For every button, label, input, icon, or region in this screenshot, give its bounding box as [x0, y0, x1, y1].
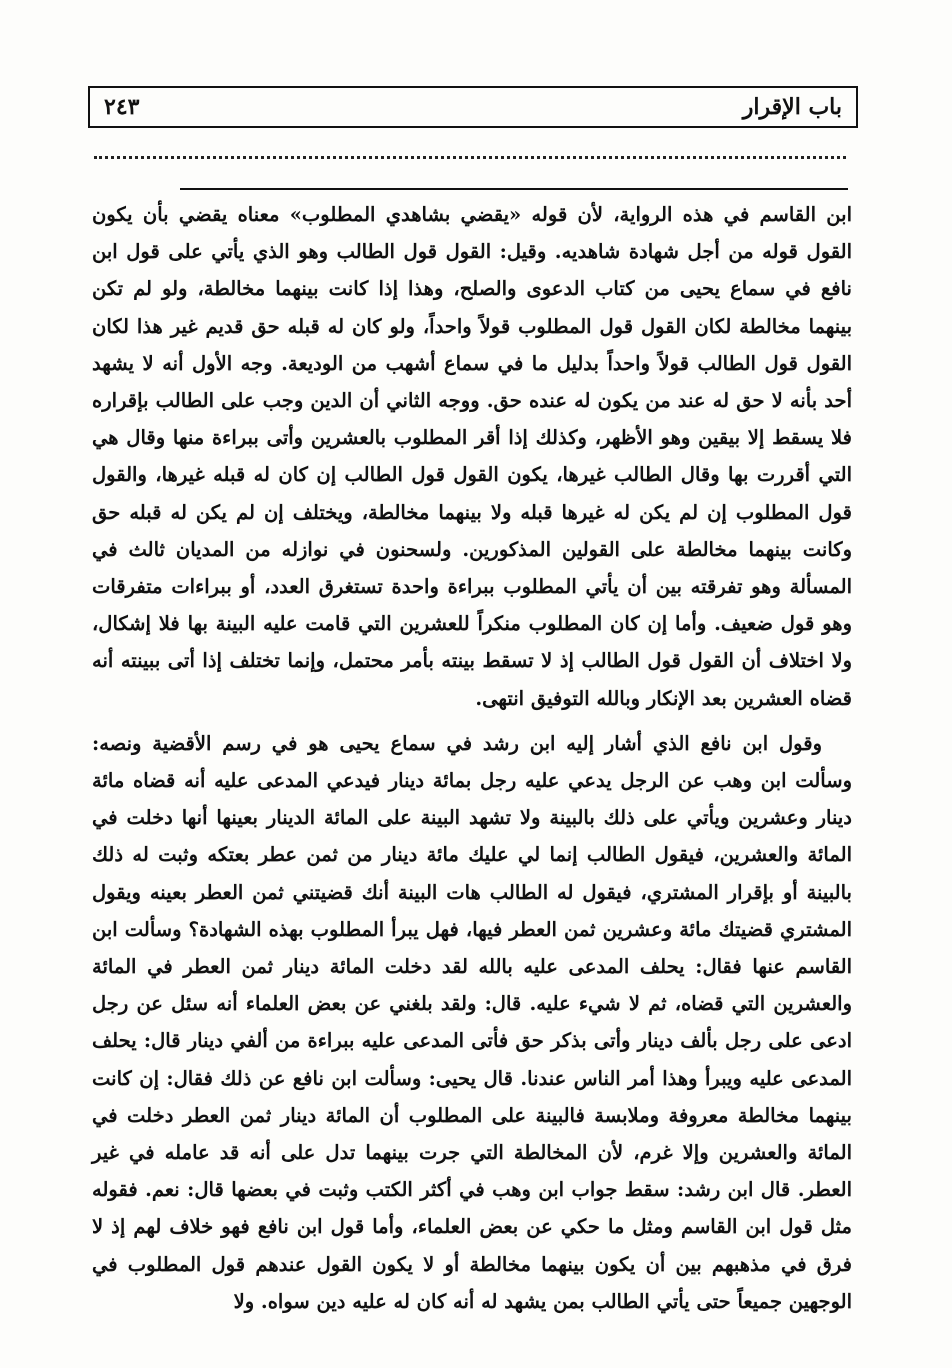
- chapter-title: باب الإقرار: [742, 94, 842, 120]
- body-text: [92, 196, 852, 1320]
- paragraph-1: ابن القاسم في هذه الرواية، لأن قوله «يقضي بشاهدي المطلوب» معناه يقضي بأن يكون القول قوله من أجل شهادة شاهديه. وقيل: القول قول الطالب وهو الذي يأتي على قول ابن نافع في سماع يحيى من كتاب الدعوى والصلح، وهذا إذا كانت بينهما مخالطة، ولو لم تكن بينهما مخالطة لكان القول قول المطلوب قولاً واحداً، ولو كان له قبله حق قديم غير هذا لكان القول قول الطالب قولاً واحداً بدليل ما في سماع أشهب من الوديعة. وجه الأول أنه لا يشهد أحد بأنه لا حق له عند من يكون له عنده حق. ووجه الثاني أن الدين وجب على الطالب بإقراره فلا يسقط إلا بيقين وهو الأظهر، وكذلك إذا أقر المطلوب بالعشرين وأتى ببراءة منها وقال هي التي أقررت بها وقال الطالب غيرها، يكون القول قول الطالب إن كان له قبله غيرها، والقول قول المطلوب إن لم يكن له غيرها قبله ولا بينهما مخالطة، ويختلف إن لم يكن له قبله حق وكانت بينهما مخالطة على القولين المذكورين. ولسحنون في نوازله من المديان ثالث في المسألة وهو تفرقته بين أن يأتي المطلوب ببراءة واحدة تستغرق العدد، أو ببراءات متفرقات وهو قول ضعيف. وأما إن كان المطلوب منكراً للعشرين التي قامت عليه البينة بها فلا إشكال، ولا اختلاف أن القول قول الطالب إذ لا تسقط بينته بأمر محتمل، وإنما تختلف إذا أتى ببينته أنه قضاه العشرين بعد الإنكار وبالله التوفيق انتهى.: [92, 203, 852, 710]
- horizontal-rule: [180, 188, 848, 190]
- dotted-separator: [94, 156, 846, 159]
- running-header: [88, 86, 858, 128]
- paragraph-2: وقول ابن نافع الذي أشار إليه ابن رشد في سماع يحيى هو في رسم الأقضية ونصه: وسألت ابن وهب عن الرجل يدعي عليه رجل بمائة دينار فيدعي المدعى عليه أنه قضاه مائة دينار وعشرين ويأتي على ذلك بالبينة ولا تشهد البينة على المائة الدينار بعينها أنها دخلت في المائة والعشرين، فيقول الطالب إنما لي عليك مائة دينار من ثمن عطر بعتكه وثبت له ذلك بالبينة أو بإقرار المشتري، فيقول له الطالب هات البينة أنك قضيتني ثمن العطر بعينه ويقول المشتري قضيتك مائة وعشرين ثمن العطر فيها، فهل يبرأ المطلوب بهذه الشهادة؟ وسألت ابن القاسم عنها فقال: يحلف المدعى عليه بالله لقد دخلت المائة دينار ثمن العطر في المائة والعشرين التي قضاه، ثم لا شيء عليه. قال: ولقد بلغني عن بعض العلماء أنه سئل عن رجل ادعى على رجل بألف دينار وأتى بذكر حق فأتى المدعى عليه ببراءة من ألفي دينار قال: يحلف المدعى عليه ويبرأ وهذا أمر الناس عندنا. قال يحيى: وسألت ابن نافع عن ذلك فقال: إن كانت بينهما مخالطة معروفة وملابسة فالبينة على المطلوب أن المائة دينار ثمن العطر دخلت في المائة والعشرين وإلا غرم، لأن المخالطة التي جرت بينهما تدل على أنه قد عامله في غير العطر. قال ابن رشد: سقط جواب ابن وهب في أكثر الكتب وثبت في بعضها قال: نعم. فقوله مثل قول ابن القاسم ومثل ما حكي عن بعض العلماء، وأما قول ابن نافع فهو خلاف لهم إذ لا فرق في مذهبهم بين أن يكون بينهما مخالطة أو لا يكون القول عندهم قول المطلوب في الوجهين جميعاً حتى يأتي الطالب بمن يشهد له أنه كان له عليه دين سواه. ولا: [92, 731, 852, 1313]
- page-number: ٢٤٣: [104, 94, 140, 120]
